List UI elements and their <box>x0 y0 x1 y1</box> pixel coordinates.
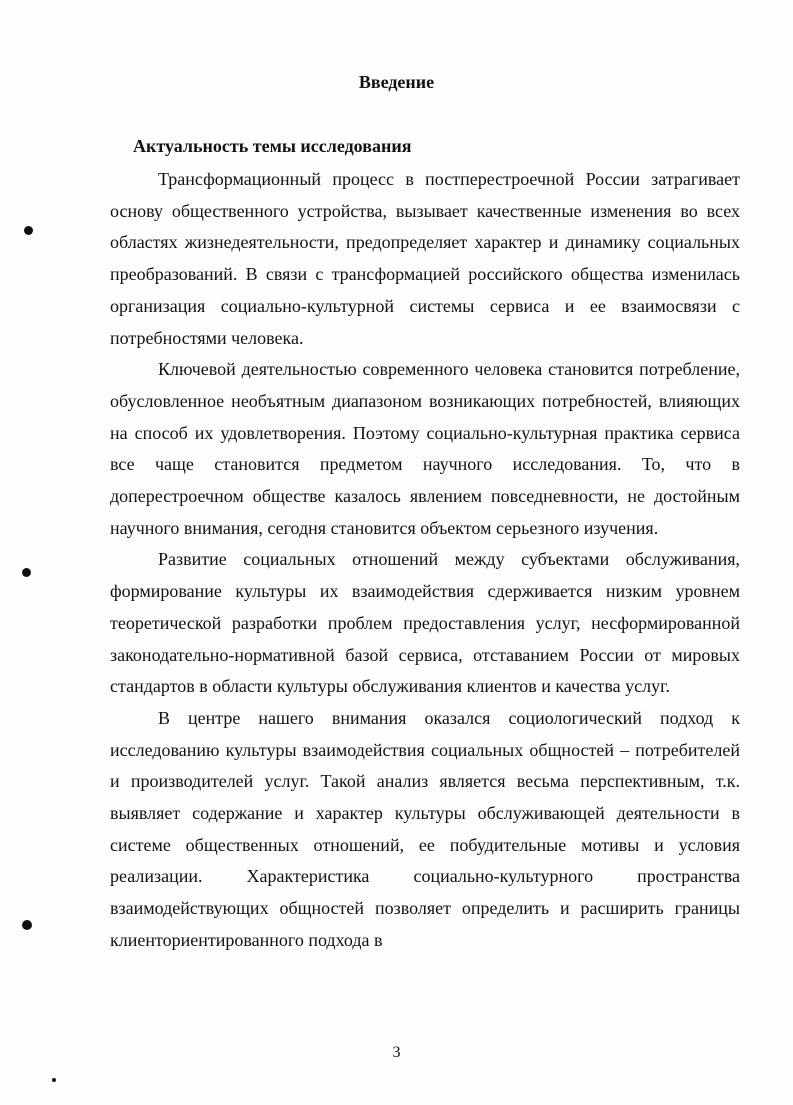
scan-mark <box>52 1078 56 1082</box>
body-text <box>110 164 740 957</box>
page-title: Введение <box>358 72 435 92</box>
section-heading: Актуальность темы исследования <box>133 136 412 156</box>
scan-mark <box>24 226 33 235</box>
paragraph: Трансформационный процесс в постперестроечной России затрагивает основу общественного устройства, вызывает качественные изменения во всех областях жизнедеятельности, предопределяет характер и динамику социальных преобразований. В связи с трансформацией российского общества изменилась организация социально-культурной системы сервиса и ее взаимосвязи с потребностями человека. <box>110 169 740 348</box>
paragraph: В центре нашего внимания оказался социологический подход к исследованию культуры взаимодействия социальных общностей – потребителей и производителей услуг. Такой анализ является весьма перспективным, т.к. выявляет содержание и характер культуры обслуживающей деятельности в системе общественных отношений, ее побудительные мотивы и условия реализации. Характеристика социально-культурного пространства взаимодействующих общностей позволяет определить и расширить границы клиенториентированного подхода в <box>110 707 740 950</box>
scan-mark <box>22 568 31 577</box>
paragraph: Ключевой деятельностью современного человека становится потребление, обусловленное необъятным диапазоном возникающих потребностей, влияющих на способ их удовлетворения. Поэтому социально-культурная практика сервиса все чаще становится предметом научного исследования. То, что в доперестроечном обществе казалось явлением повседневности, не достойным научного внимания, сегодня становится объектом серьезного изучения. <box>110 359 740 538</box>
scan-mark <box>22 920 32 930</box>
paragraph: Развитие социальных отношений между субъектами обслуживания, формирование культуры их взаимодействия сдерживается низким уровнем теоретической разработки проблем предоставления услуг, несформированной законодательно-нормативной базой сервиса, отставанием России от мировых стандартов в области культуры обслуживания клиентов и качества услуг. <box>110 549 740 697</box>
page-number: 3 <box>392 1044 401 1061</box>
